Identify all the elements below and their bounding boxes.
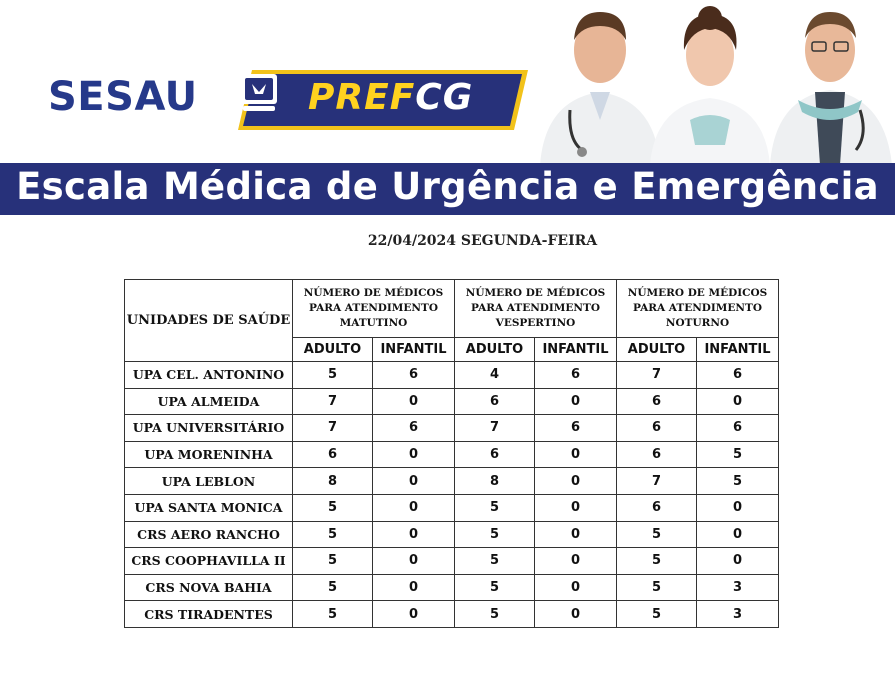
table-cell: 5 (617, 548, 697, 575)
table-cell: 0 (535, 441, 617, 468)
table-cell: 5 (455, 521, 535, 548)
table-row (125, 601, 779, 628)
table-cell: 0 (535, 601, 617, 628)
table-cell: 5 (293, 362, 373, 389)
unit-name: CRS NOVA BAHIA (125, 574, 293, 601)
table-cell: 6 (373, 415, 455, 442)
table-cell: 6 (617, 388, 697, 415)
table-cell: 0 (373, 521, 455, 548)
cg-text: CG (415, 77, 474, 118)
table-cell: 0 (535, 494, 617, 521)
table-row (125, 415, 779, 442)
table-cell: 5 (617, 521, 697, 548)
table-row (125, 468, 779, 495)
table-cell: 7 (293, 415, 373, 442)
table-row (125, 574, 779, 601)
table-cell: 0 (697, 494, 779, 521)
table-cell: 0 (373, 468, 455, 495)
table-cell: 0 (535, 521, 617, 548)
table-row (125, 362, 779, 389)
table-cell: 5 (455, 548, 535, 575)
table-cell: 5 (617, 601, 697, 628)
group-header-vespertino: NÚMERO DE MÉDICOS PARA ATENDIMENTO VESPERTINO (455, 280, 617, 338)
table-row (125, 548, 779, 575)
table-cell: 6 (293, 441, 373, 468)
table-cell: 6 (373, 362, 455, 389)
unit-name: UPA SANTA MONICA (125, 494, 293, 521)
subheader-adulto: ADULTO (293, 338, 373, 362)
table-cell: 8 (455, 468, 535, 495)
table-cell: 5 (455, 494, 535, 521)
table-cell: 8 (293, 468, 373, 495)
table-cell: 7 (617, 468, 697, 495)
group-header-noturno: NÚMERO DE MÉDICOS PARA ATENDIMENTO NOTURNO (617, 280, 779, 338)
table-cell: 6 (617, 415, 697, 442)
table-cell: 5 (617, 574, 697, 601)
prefcg-logo (238, 70, 528, 130)
pref-text: PREF (308, 77, 416, 118)
table-cell: 7 (455, 415, 535, 442)
doctors-photo (530, 0, 895, 165)
municipal-crest-icon (238, 70, 280, 114)
table-cell: 0 (373, 494, 455, 521)
banner (0, 0, 895, 218)
schedule-table (124, 279, 779, 628)
table-cell: 0 (373, 388, 455, 415)
table-row (125, 521, 779, 548)
table-cell: 6 (455, 441, 535, 468)
subheader-adulto: ADULTO (617, 338, 697, 362)
unit-name: UPA CEL. ANTONINO (125, 362, 293, 389)
table-cell: 6 (535, 415, 617, 442)
table-cell: 5 (455, 601, 535, 628)
unit-name: CRS TIRADENTES (125, 601, 293, 628)
unit-name: UPA LEBLON (125, 468, 293, 495)
table-cell: 5 (293, 574, 373, 601)
table-cell: 6 (617, 441, 697, 468)
title-band (0, 163, 895, 215)
prefcg-wordmark (308, 77, 473, 118)
unit-name: CRS AERO RANCHO (125, 521, 293, 548)
table-cell: 5 (293, 494, 373, 521)
subheader-adulto: ADULTO (455, 338, 535, 362)
table-cell: 0 (535, 548, 617, 575)
table-cell: 0 (373, 574, 455, 601)
sesau-logo: SESAU (48, 74, 198, 120)
table-cell: 0 (535, 468, 617, 495)
table-row (125, 441, 779, 468)
table-cell: 0 (373, 548, 455, 575)
unit-name: UPA MORENINHA (125, 441, 293, 468)
table-cell: 0 (535, 388, 617, 415)
schedule-date: 22/04/2024 SEGUNDA-FEIRA (367, 233, 598, 249)
table-cell: 5 (293, 548, 373, 575)
group-header-matutino: NÚMERO DE MÉDICOS PARA ATENDIMENTO MATUTINO (293, 280, 455, 338)
table-cell: 5 (293, 601, 373, 628)
table-cell: 5 (293, 521, 373, 548)
table-cell: 5 (697, 468, 779, 495)
table-cell: 7 (293, 388, 373, 415)
table-cell: 0 (373, 601, 455, 628)
table-cell: 0 (697, 548, 779, 575)
unit-name: UPA UNIVERSITÁRIO (125, 415, 293, 442)
table-cell: 5 (455, 574, 535, 601)
table-cell: 3 (697, 574, 779, 601)
table-cell: 6 (697, 362, 779, 389)
table-header-row (125, 280, 779, 338)
table-cell: 3 (697, 601, 779, 628)
table-cell: 0 (373, 441, 455, 468)
table-cell: 6 (455, 388, 535, 415)
subheader-infantil: INFANTIL (697, 338, 779, 362)
table-cell: 6 (697, 415, 779, 442)
table-cell: 0 (697, 388, 779, 415)
table-row (125, 494, 779, 521)
table-cell: 6 (617, 494, 697, 521)
unit-name: UPA ALMEIDA (125, 388, 293, 415)
unit-name: CRS COOPHAVILLA II (125, 548, 293, 575)
table-cell: 6 (535, 362, 617, 389)
table-row (125, 388, 779, 415)
table-cell: 0 (535, 574, 617, 601)
table-cell: 4 (455, 362, 535, 389)
table-cell: 0 (697, 521, 779, 548)
page-title: Escala Médica de Urgência e Emergência (16, 165, 879, 208)
subheader-infantil: INFANTIL (535, 338, 617, 362)
subheader-infantil: INFANTIL (373, 338, 455, 362)
unit-column-header: UNIDADES DE SAÚDE (125, 280, 293, 362)
table-cell: 5 (697, 441, 779, 468)
table-cell: 7 (617, 362, 697, 389)
